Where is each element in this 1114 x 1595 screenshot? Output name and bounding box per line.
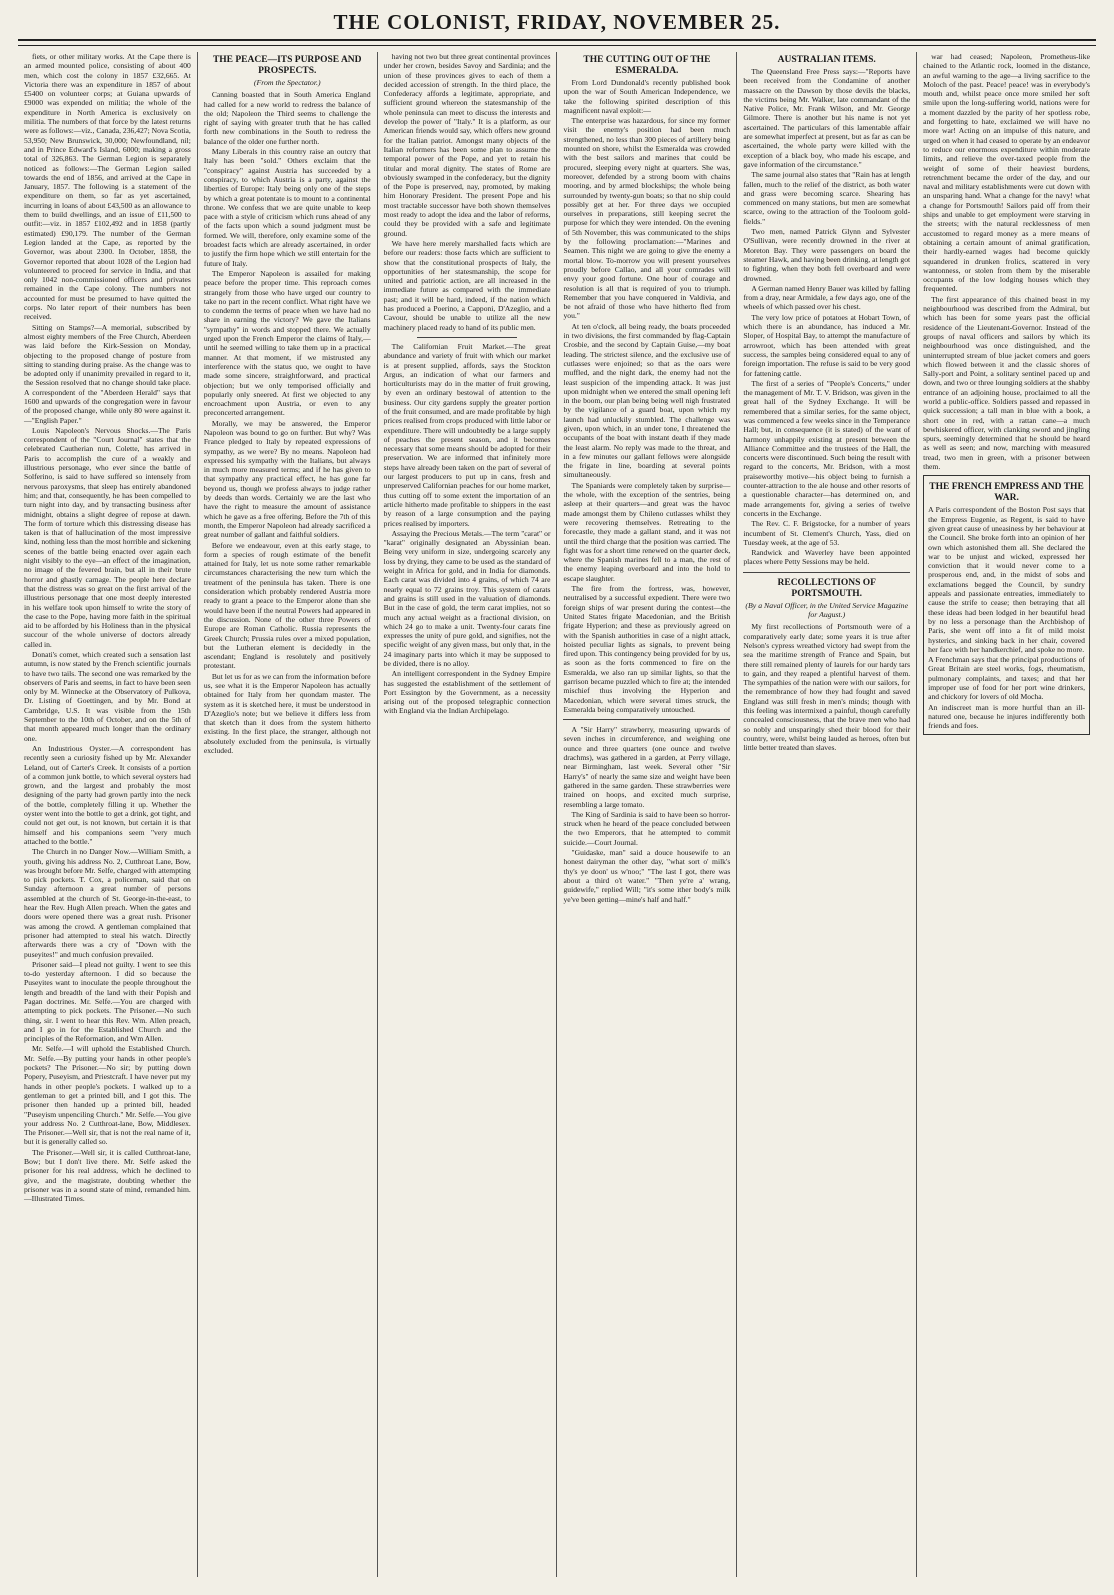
paragraph: The Spaniards were completely taken by surprise—the whole, with the exception of the sentries, being asleep at their quarters—and great was the havoc made amongst them by Chileno cutlasses whilst they were recovering themselves. Retreating to the forecastle, they made a gallant stand, and it was not until the third charge that the position was carried. The fight was for a short time renewed on the quarter deck, where the Spanish marines fell to a man, the rest of the enemy leaping overboard and into the hold to escape slaughter. — [563, 480, 731, 583]
paragraph: A Frenchman says that the principal productions of Great Britain are steel works, fogs, rheumatism, pulmonary complaints, and taxes; and that her improper use of food for her port wine drinkers, and chickory for lovers of old Mocha. — [928, 655, 1085, 702]
paragraph: The very low price of potatoes at Hobart Town, of which there is an abundance, has induced a Mr. Sloper, of Hospital Bay, to attempt the manufacture of arrowroot, which has been attended with great success, the samples being considered equal to any of foreign importation. The refuse is said to be very good for fattening cattle. — [743, 312, 911, 378]
divider — [743, 572, 910, 573]
article-heading: THE FRENCH EMPRESS AND THE WAR. — [929, 482, 1084, 504]
paragraph: The fire from the fortress, was, however, neutralised by a successful expedient. There were two foreign ships of war present during the contest—the United States frigate Macedonian, and the British frigate Hyperion; and these as previously agreed on with the Spanish authorities in case of a night attack, hoisted peculiar lights as signals, to prevent being fired upon. This contingency being provided for by us, as soon as the forts commenced to fire on the Esmeralda, we also ran up similar lights, so that the garrison became puzzled which to fire at; the intended mischief thus involving the Hyperion and Macedonian, which were several times struck, the Esmeralda being comparatively untouched. — [563, 584, 731, 714]
paragraph: Assaying the Precious Metals.—The term "carat" or "karat" originally designated an Abyssinian bean. Being very uniform in size, undergoing scarcely any loss by drying, they came to be used as the standard of weight in Africa for gold, and in India for diamonds. Each carat was divided into 4 grains, of which 74 are nearly equal to 72 grains troy. This system of carats and grains is still used in the valuation of diamonds. But in the case of gold, the term carat implies, not so much any actual weight as a fractional division, on which 24 go to make a unit. Twenty-four carats fine expresses the unity of pure gold, and signifies, not the specific weight of any given mass, but only that, in the 24 imaginary parts into which it may be supposed to be divided, there is no alloy. — [383, 528, 551, 668]
article-heading: THE CUTTING OUT OF THE ESMERALDA. — [583, 55, 711, 76]
paragraph: An intelligent correspondent in the Sydney Empire has suggested the establishment of the settlement of Port Essington by the Government, as a necessity arising out of the proposed telegraphic connection with England via the Indian Archipelago. — [383, 669, 551, 716]
paragraph: But let us for as we can from the information before us, see what it is the Emperor Napoleon has actually obtained for Italy from her quondam master. The system as it is sketched here, it must be understood in D'Azeglio's note; but we believe it differs less from that sketch than it does from the system hitherto existing. In the first place, the stranger, although not absolutely excluded from the peninsula, is virtually excluded. — [203, 671, 371, 756]
double-rule — [18, 43, 1096, 46]
paragraph: At ten o'clock, all being ready, the boats proceeded in two divisions, the first commanded by flag-Captain Crosbie, and the second by Captain Guise,—my boat leading. The strictest silence, and the exclusive use of cutlasses were enjoined; so that as the oars were muffled, and the night dark, the enemy had not the least suspicion of the impending attack. It was just upon midnight when we entered the small opening left in the boom, our plan being being well nigh frustrated by the vigilance of a guard boat, upon which my launch had unluckily stumbled. The challenge was given, upon which, in an under tone, I threatened the occupants of the boat with instant death if they made the least alarm. No reply was made to the threat, and in a few minutes our gallant fellows were alongside the frigate in line, boarding at several points simultaneously. — [563, 321, 731, 480]
article-source: (By a Naval Officer, in the United Service Magazine for August.) — [745, 600, 909, 620]
paragraph: Prisoner said—I plead not guilty. I went to see this to-do yesterday afternoon. I did so because the Puseyites want to inoculate the people throughout the length and breadth of the land with their Popish and Pagan doctrines. Mr. Selfe.—You are charged with attempting to pick pockets. The Prisoner.—No such thing, sir. I went to hear this Rev. Wm. Allen preach, and I go in for the Established Church and the principles of the Reformation, and Wm Allen. — [24, 959, 191, 1044]
paragraph: war had ceased; Napoleon, Prometheus-like chained to the Atlantic rock, loomed in the distance, an awful warning to the age—a living sacrifice to the Moloch of the past. Peace! peace! was in everybody's mouth and, whilst peace once more smiled her soft smile upon the long-suffering world, nations were for a moment dazzled by the parity of her spotless robe, and forgetting to hate, exclaimed we will have no more war! Acting on an impulse of this nature, and urged on when it had ceased to operate by an endeavor to reduce our enormous expenditure within moderate limits, and relieve the over-taxed people from the weight of some of their heaviest burdens, retrenchment became the order of the day, and our naval and military establishments were cut down with an unsparing hand. What a change for the navy! what a change for Portsmouth! Sailors paid off from their ships and unable to get employment were starving in the streets; with the natural recklessness of men accustomed to regard money as a mere means of obtaining a certain amount of animal gratification, their hardly-earned wages had become quickly squandered in drunken frolics, scattered in very wantonness, or stolen from them by the miserable occupants of the low lodging houses which they frequented. — [923, 52, 1090, 294]
column-5 — [737, 52, 917, 1577]
paragraph: The enterprise was hazardous, for since my former visit the enemy's position had been much strengthened, no less than 300 pieces of artillery being mounted on shore, whilst the Esmeralda was crowded with the best sailors and marines that could be procured, sleeping every night at quarters. She was, moreover, defended by a strong boom with chains mooring, and by armed blockships; the whole being surrounded by twenty-gun boats; so that no ship could possibly get at her. For three days we occupied ourselves in preparations, still keeping secret the purpose for which they were intended. On the evening of 5th November, this was communicated to the ships by the following proclamation:—"Marines and Seamen. This night we are going to give the enemy a mortal blow. To-morrow you will present yourselves proudly before Callao, and all your comrades will envy your good fortune. One hour of courage and resolution is all that is required of you to triumph. Remember that you have conquered in Valdivia, and be not afraid of those who have hitherto fled from you." — [563, 116, 731, 321]
paragraph: The Emperor Napoleon is assailed for making peace before the proper time. This reproach comes strangely from those who have urged our country to take no part in the recent conflict. What right have we to condemn the terms of peace when we have had no share in earning the victory? We gave the Italians "sympathy" in words and stopped there. We actually urged upon the French Emperor the claims of Italy,—until he seemed willing to take them up in a practical manner. At that moment, if we mistrusted any interference with the status quo, we ought to have made some sincere, straightforward, and practical objection; but we only temporised officially and popularly only sneered. At first we objected to any encroachment upon Austria, or even to any preconcerted arrangement. — [203, 268, 371, 418]
paragraph: My first recollections of Portsmouth were of a comparatively early date; some years it is true after Nelson's cypress wreathed victory had swept from the sea the maritime strength of France and Spain, but there still remained plenty of laurels for our hardy tars to gain, and they reaped a plentiful harvest of them. The sympathies of the nation were with our sailors, for the remembrance of how they had fought and saved England was still fresh in men's minds; though with this feeling was intermixed a painful, though carefully concealed consciousness, that the brave men who had so nobly and unsparingly shed their blood for their country, were, whilst being lauded as heroes, often but little better treated than slaves. — [743, 622, 911, 753]
paragraph: The King of Sardinia is said to have been so horror-struck when he heard of the peace concluded between the two Emperors, that he attempted to commit suicide.—Court Journal. — [563, 809, 731, 847]
paragraph: Sitting on Stamps?—A memorial, subscribed by almost eighty members of the Free Church, Aberdeen was laid before the Kirk-Session on Monday, objecting to the proposed change of posture from sitting to standing during praise. As the change was to be adopted only if unanimity prevailed in regard to it, the Session resolved that no change should take place. A correspondent of the "Aberdeen Herald" says that 1600 and upwards of the congregation were in favour of the proposed change, while only 80 were against it.—"English Paper." — [24, 322, 191, 425]
divider — [417, 337, 517, 338]
paragraph: Before we endeavour, even at this early stage, to form a species of rough estimate of the benefit attained for Italy, let us note some rather remarkable circumstances characterising the new turn which the treatment of the peninsula has taken. There is one consideration which probably rendered Austria more ready to grant a peace to the Emperor alone than she would have been if the neutral Powers had appeared in the discussion. None of the other three Powers of Europe are Roman Catholic. Russia represents the Greek Church; Prussia rules over a mixed population, but the Lutheran element is decidedly in the ascendant; England is resolutely and positively protestant. — [203, 540, 371, 671]
paragraph: Donati's comet, which created such a sensation last autumn, is now stated by the French scientific journals to have two tails. The second one was remarked by the observers of Paris and seems, in fact to have been seen only by M. Winnecke at the Observatory of Pulkova, Dr. Listing of Goettingen, and by Mr. Bond at Cambridge, U.S. It was visible from the 15th September to the 10th of October, and on the 5th of that month appeared much longer than the ordinary one. — [24, 650, 191, 743]
paragraph: The Rev. C. F. Brigstocke, for a number of years incumbent of St. Clement's Church, Yass, died on Tuesday week, at the age of 53. — [743, 519, 911, 547]
paragraph: Morally, we may be answered, the Emperor Napoleon was bound to go on further. But why? Was France pledged to Italy by repeated expressions of sympathy, as we were? By no means. Napoleon had expressed his sympathy with the Italians, but always in much more measured terms; and if he has given to that sympathy any practical effect, he has gone far beyond us, though we profess always to judge rather by deeds than words. Certainly we are the last who have the right to measure the amount of assistance which he gave as a free offering. Before the 7th of this month, the Emperor Napoleon had already sacrificed a great number of gallant and faithful soldiers. — [203, 418, 371, 540]
article-source: (From the Spectator.) — [253, 78, 321, 87]
paragraph: Two men, named Patrick Glynn and Sylvester O'Sullivan, were recently drowned in the river at Moreton Bay. They were passengers on board the steamer Hawk, and having been drinking, at length got to fighting, when they both fell overboard and were drowned. — [743, 227, 911, 283]
paragraph: Many Liberals in this country raise an outcry that Italy has been "sold." Others exclaim that the "conspiracy" against Austria has succeeded by a conspiracy, to which Austria is a party, against the liberties of Europe: Italy being only one of the steps by which a great potentate is to mount to a continental throne. We confess that we are quite unable to keep pace with a style of criticism which runs ahead of any of the facts upon which a sound judgment must be formed. We will, therefore, only examine some of the broadest facts which are already ascertained, in order to justify the firm hope which we still entertain for the future of Italy. — [203, 147, 371, 268]
paragraph: An indiscreet man is more hurtful than an ill-natured one, because he injures indifferently both friends and foes. — [928, 702, 1085, 731]
paragraph: An Industrious Oyster.—A correspondent has recently seen a curiosity fished up by Mr. Alexander Leland, out of Carter's Creek. It consists of a portion of a common junk bottle, to which several oysters had grown, and the largest and probably the most designing of the party had grown partly into the neck of the bottle, completely filling it up. Whether the oyster went into the bottle to get a drink, got tight, and could not get out, is not known, but certain it is that himself and his companions seem "very much attached to the bottle." — [24, 743, 191, 846]
paragraph: The same journal also states that "Rain has at length fallen, much to the relief of the district, as both water and grass were becoming scarce. Shearing has commenced on many stations, but men are somewhat scarce, owing to the attraction of the Tooloom gold-fields." — [743, 170, 911, 226]
columns — [18, 52, 1096, 1577]
paragraph: We have here merely marshalled facts which are before our readers: those facts which are sufficient to show that the constitutional prospects of Italy, the opportunities of her statesmanship, the scope for united and patriotic action, are all increased in the immediate future as compared with the immediate past; and it will be hard, indeed, if the nation which has produced a Poerino, a Capponi, D'Azeglio, and a Cavour, should be unable to utilize all the new machinery placed ready to hand of its public men. — [383, 238, 551, 332]
article-heading: RECOLLECTIONS OF PORTSMOUTH. — [777, 577, 876, 599]
paragraph: The Californian Fruit Market.—The great abundance and variety of fruit with which our market is at present supplied, affords, says the Stockton Argus, an indication of what our farmers and horticulturists may do in the matter of fruit growing, by even an ordinary bestowal of attention to the business. Our city gardens supply the greater portion of the fruit consumed, and are made profitable by high prices realised from crops produced with little labor or expenditure. There will undoubtedly be a large supply of peaches the present season, and it becomes necessary that some means should be adopted for their preservation. We are informed that infinitely more steps have already been taken on the part of several of our largest producers to put up in cans, fresh and unpreserved Californian peaches for our home market, thus cutting off to some extent the importation of an article hitherto made profitable to shippers in the east by reason of a large consumption and the paying prices realised by importers. — [383, 341, 551, 528]
paragraph: Mr. Selfe.—I will uphold the Established Church. Mr. Selfe.—By putting your hands in other people's pockets? The Prisoner.—No sir; by putting down Popery, Puseyism, and Priestcraft. I have never put my hands in other people's pockets. I walked up to a gentleman to get a printed bill, and I got this. The prisoner then handed up a printed bill, headed "Puseyism unpenciling Church." Mr. Selfe.—You give your address No. 2 Cutthroat-lane, Bow, Middlesex. The Prisoner.—Well sir, that is not the real name of it, but it is generally called so. — [24, 1044, 191, 1147]
paragraph: The Church in no Danger Now.—William Smith, a youth, giving his address No. 2, Cutthroat Lane, Bow, was brought before Mr. Selfe, charged with attempting to pick pockets. T. Cox, a policeman, said that on Sunday afternoon a great number of persons assembled at the church of St. George-in-the-east, to hear the Rev. Hugh Allen preach. When the gates and doors were opened there was a great rush. Prisoner was among the crowd. A gentleman complained that prisoner had attempted to steal his watch. Directly afterwards there was a cry of "Down with the puseyites!" and much confusion prevailed. — [24, 847, 191, 959]
column-4 — [557, 52, 737, 1577]
paragraph: "Guidaske, man" said a douce housewife to an honest dairyman the other day, "what sort o' milk's thy's ye doon' us w'noo;" "The last I got, there was about a third o't water." "Then ye're a' wrang, guidewife," replied Will; "it's some ither body's milk ye've been getting—mine's half and half." — [563, 848, 731, 904]
paragraph: Randwick and Waverley have been appointed places where Petty Sessions may be held. — [743, 548, 911, 567]
article-heading: THE PEACE—ITS PURPOSE AND PROSPECTS. — [212, 55, 362, 76]
paragraph: From Lord Dundonald's recently published book upon the war of South American Independence, we take the following spirited description of this magnificent naval exploit:— — [563, 78, 731, 115]
divider — [563, 719, 730, 720]
paragraph: The first of a series of "People's Concerts," under the management of Mr. T. V. Bridson, was given in the great hall of the Sydney Exchange. It will be remembered that a similar series, for the same object, was commenced a few weeks since in the Temperance Hall; but, in consequence (it is stated) of the want of harmony unhappily existing at present between the Alliance Committee and the trustees of the Hall, the concerts were discontinued. Such being the result with regard to the concerts, Mr. Bridson, with a most praiseworthy motive—his object being to furnish a counter-attraction to the ale house and other resorts of a questionable character—has determined on, and made arrangements for, giving a series of twelve concerts in the Exchange. — [743, 378, 911, 518]
paragraph: The Queensland Free Press says:—"Reports have been received from the Condamine of another massacre on the Dawson by those devils the blacks, the victims being Mr. Walker, late commandant of the Native Police, Mr. Frank Wilson, and Mr. George Gilmore. There is another but his name is not yet ascertained. The particulars of this lamentable affair are somewhat imperfect at present, but as far as can be ascertained, the whole party were killed with the exception of a black boy, who made his escape, and gave information of the circumstance." — [743, 67, 911, 169]
column-1 — [18, 52, 198, 1577]
column-6 — [917, 52, 1096, 1577]
paragraph: fiets, or other military works. At the Cape there is an armed mounted police, consisting of about 400 men, which cost the colony in 1857 £32,665. At Victoria there was an expenditure in 1857 of about £5400 on volunteer corps; at Guiana upwards of £9000 was expended on militia; the whole of the expenditure in North America is exclusively on militia. The numbers of that force by the latest returns were as follows:—viz., Canada, 236,427; Nova Scotia, 53,950; New Brunswick, 30,000; Newfoundland, nil; and in Prince Edward's Island, 6000; making a gross total of 326,863. The German Legion is separately noticed as follows:—The German Legion sailed towards the end of 1856, and arrived at the Cape in January, 1857. The following is a statement of the expenditure on them, so far as yet ascertained, incurring in loans of about £43,500 as an allowance to them to build dwellings, and an issue of £11,500 to outfit:—viz. in 1857 £102,492 and in 1858 (partly estimated) £90,179. The number of the German Legion landed at the Cape, as reported by the Governor, was about 2300. In October, 1858, the Governor reported that about 1028 of the Legion had volunteered to proceed for service in India, and that only 1042 non-commissioned officers and privates remained in the Cape colony. The numbers not accounted for must be presumed to have quitted the corps. No later report of their numbers has been received. — [24, 52, 191, 322]
masthead — [18, 10, 1096, 41]
column-3 — [378, 52, 558, 1577]
paragraph: A "Sir Harry" strawberry, measuring upwards of seven inches in circumference, and weighing one ounce and three quarters (one ounce and twelve drachms), was gathered in a garden, at Perry village, near Birmingham, last week. Several other "Sir Harry's" of nearly the same size and weight have been gathered in the same garden. These strawberries were trained on hoops, and excited much surprise, resembling a large tomato. — [563, 725, 731, 809]
paragraph: A Paris correspondent of the Boston Post says that the Empress Eugenie, as Regent, is said to have given great cause of uneasiness by her behaviour at the Council. She broke forth into an opinion of her own which astonished them all. She declared the war to be unjust and wicked, expressed her conviction that it would never come to a prosperous end, and, in the midst of sobs and exclamations begged the Council, by sundry appeals and passionate entreaties, immediately to cause the strife to cease; then betraying that all these ideas had been lodged in her beautiful head by no less a personage than the Archbishop of Paris, she went off into a fit of mild moist hysterics, and sinking back in her chair, covered her face with her handkerchief, and spoke no more. — [928, 505, 1085, 654]
paragraph: A German named Henry Bauer was killed by falling from a dray, near Armidale, a few days ago, one of the wheels of which passed over his chest. — [743, 283, 911, 312]
paragraph: The Prisoner.—Well sir, it is called Cutthroat-lane, Bow; but I don't live there. Mr. Selfe asked the prisoner for his real address, which he declined to give, and the magistrate, doubting whether the prisoner was in a sound state of mind, remanded him.—Illustrated Times. — [24, 1147, 191, 1204]
paragraph: Louis Napoleon's Nervous Shocks.—The Paris correspondent of the "Court Journal" states that the celebrated Cautherian nun, Colette, has arrived in Paris to accomplish the cure of a weakly and illustrious personage, who ever since the battle of Solferino, is said to have suffered so intensely from nervous paroxysms, that sleep has entirely abandoned him; and that, consequently, he has been compelled to turn night into day, and by transacting business after midnight, obtains a slight degree of repose at dawn. The form of torture which this distressing disease has taken is that of hallucination of the most impressive kind, nothing less than the most horrible and sickening scenes of the battle being enacted over again each night visibly to the eye—an effect of the imagination, no image of the fevered brain, but all in their brute horror and ghastly carnage. The people here declare that the distress was so great on the first arrival of the illustrious personage that one most deeply interested in his welfare took upon himself to write the story of the case to the Pope, having more faith in the spiritual aid to be afforded by his Holiness than in the physical succour of the whole universe of doctors already called in. — [24, 425, 191, 649]
paragraph: Canning boasted that in South America England had called for a new world to redress the balance of the old; Napoleon the Third seems to challenge the right of saying with greater truth that he has called forth new combinations in the South to redress the balance of the older one further north. — [203, 90, 371, 146]
paragraph: The first appearance of this chained beast in my neighbourhood was described from the Admiral, but which has been for some years past the official residence of the Lieutenant-Governor. Instead of the groups of naval officers and sailors by which its neighbourhood was once distinguished, and the uninterrupted stream of blue jacket comers and goers which flowed between it and the classic shores of Sally-port and Point, a solitary sentinel paced up and down, and two or three lounging soldiers at the shabby entrance of an adjoining house, proclaimed to all the world a public-office. Soldiers passed and repassed in quick succession; a tall man in blue with a book, a short one in red, with a rattan cane—a much bewhiskered officer, with clanking sword and jingling spurs, seemingly determined that he should be heard as well as seen; and now, marching with measured tread, two men in green, with a prisoner between them. — [923, 294, 1090, 472]
boxed-article — [923, 475, 1090, 735]
article-heading: AUSTRALIAN ITEMS. — [777, 55, 876, 65]
column-2 — [198, 52, 378, 1577]
page-header-title: THE COLONIST, FRIDAY, NOVEMBER 25. — [333, 10, 781, 34]
paragraph: having not two but three great continental provinces under her crown, besides Savoy and Sardinia; and the union of these provinces gives to each of them a decided accession of strength. In the third place, the Confederacy affords a legitimate, appropriate, and sufficient ground whereon the statesmanship of the whole peninsula can meet to discuss the interests and develop the power of "Italy." It is a platform, as our American friends would say, which offers new ground for the Italian patriot. Amongst many objects of the Italian reformers has been some plan to assume the temporal power of the Pope, and yet to retain his titular and moral dignity. The states of Rome are obviously swamped in the confederacy, but the dignity of the Pope is preserved, nay, promoted, by making him Honorary President. The present Pope and his most tractable successor have both shown themselves most ready to adopt the idea and the labor of reforms, could they be provided with a safe and legitimate ground. — [383, 52, 551, 238]
